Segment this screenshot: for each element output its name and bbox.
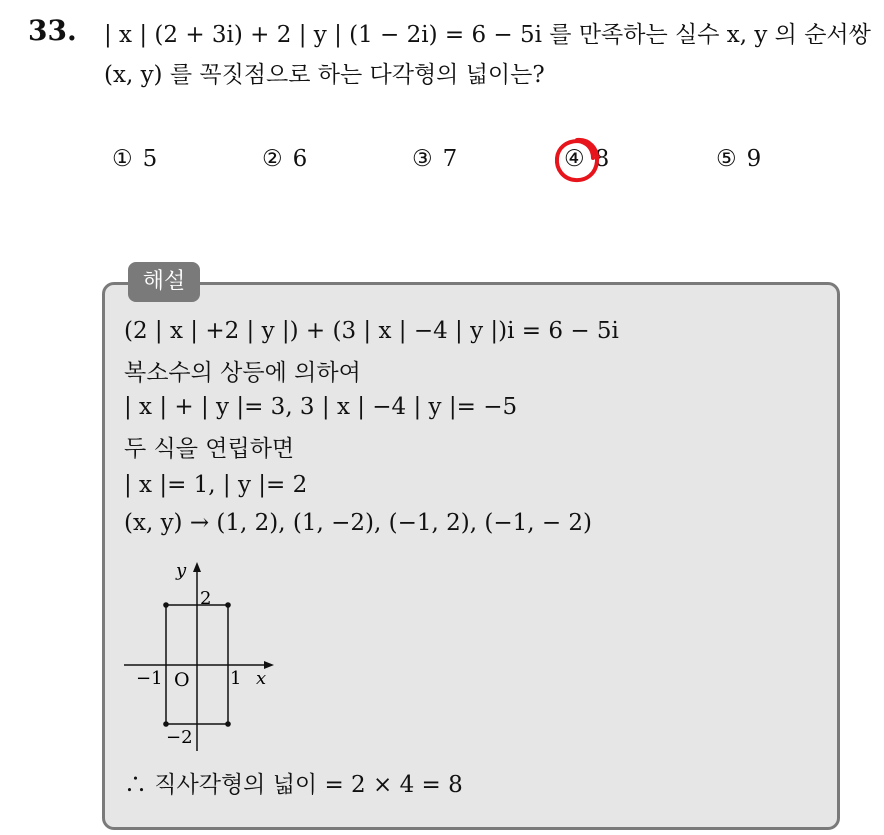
choice-4-mark: ④ [564,146,585,172]
y-tick-pos-label: 2 [200,588,212,609]
vertex-point [225,602,231,608]
choice-3-mark: ③ [412,146,433,172]
choice-1-value: 5 [142,146,158,172]
vertex-point [163,721,169,727]
solution-label: 해설 [128,262,200,302]
origin-label: O [174,669,190,691]
solution-line-2: 복소수의 상등에 의하여 [124,360,361,386]
choice-2-value: 6 [292,146,308,172]
vertex-point [225,721,231,727]
choice-1-mark: ① [112,146,133,172]
choice-2[interactable] [262,146,307,172]
choice-5[interactable] [716,146,761,172]
choice-1[interactable] [112,146,157,172]
x-axis-label: x [256,668,267,689]
coordinate-graph [120,556,290,756]
y-axis-arrow [193,562,201,572]
solution-conclusion: ∴ 직사각형의 넓이 = 2 × 4 = 8 [124,772,463,798]
choice-5-value: 9 [746,146,762,172]
y-tick-neg-label: −2 [166,727,193,748]
solution-line-4: 두 식을 연립하면 [124,436,295,462]
choice-4-value: 8 [594,146,610,172]
solution-line-5: | x |= 1, | y |= 2 [124,472,308,498]
choice-2-mark: ② [262,146,283,172]
question-number: 33. [28,14,77,47]
choice-3[interactable] [412,146,457,172]
vertex-point [163,602,169,608]
y-axis-label: y [176,560,187,581]
x-tick-pos-label: 1 [230,668,242,689]
question-text-line2: (x, y) 를 꼭짓점으로 하는 다각형의 넓이는? [104,62,545,88]
solution-line-3: | x | + | y |= 3, 3 | x | −4 | y |= −5 [124,394,518,420]
solution-line-1: (2 | x | +2 | y |) + (3 | x | −4 | y |)i = 6 − 5i [124,318,619,344]
answer-circle-stroke [557,140,597,180]
choice-3-value: 7 [442,146,458,172]
choice-5-mark: ⑤ [716,146,737,172]
question-text-line1: | x | (2 + 3i) + 2 | y | (1 − 2i) = 6 − 5i 를 만족하는 실수 x, y 의 순서쌍 [104,22,871,48]
x-tick-neg-label: −1 [136,668,163,689]
answer-circle-mark [553,136,601,184]
solution-line-6: (x, y) → (1, 2), (1, −2), (−1, 2), (−1, − 2) [124,510,593,536]
